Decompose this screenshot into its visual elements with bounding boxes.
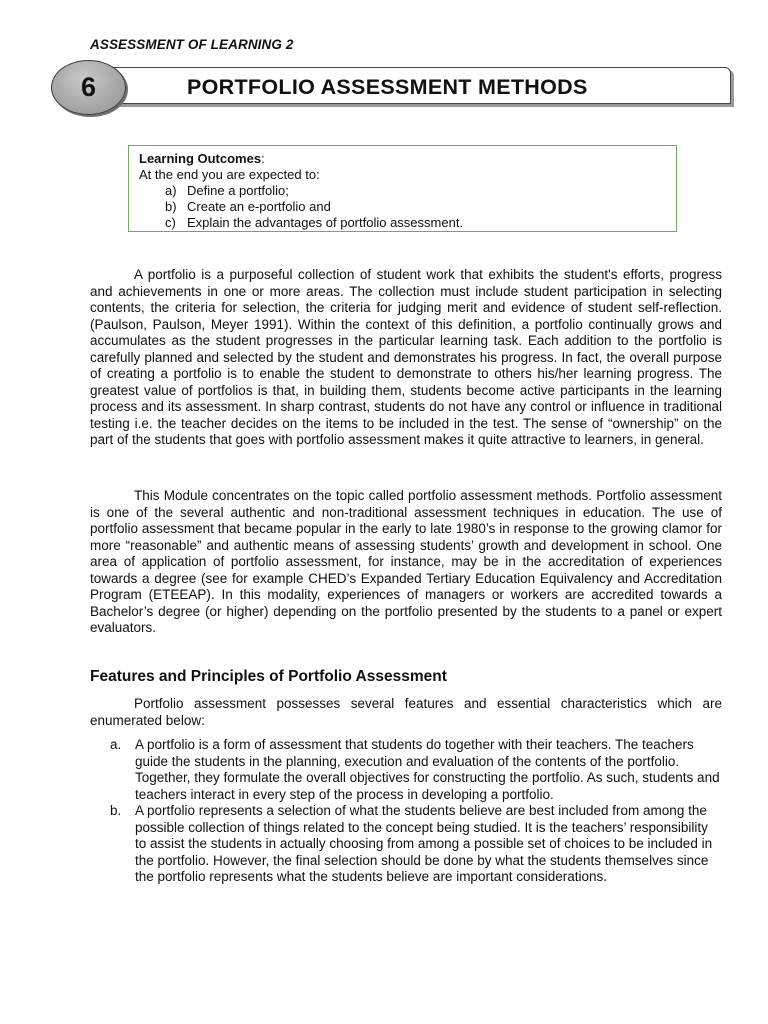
learning-outcomes-heading — [139, 151, 676, 167]
list-item — [110, 737, 722, 803]
chapter-number-badge: 6 — [51, 60, 126, 115]
learning-outcomes-colon: : — [261, 151, 265, 166]
outcome-marker: b) — [165, 199, 177, 214]
learning-outcomes-list — [139, 183, 676, 231]
list-item — [110, 803, 722, 886]
body-paragraph-module-overview — [90, 488, 722, 637]
outcome-text: Explain the advantages of portfolio assessment. — [187, 215, 464, 230]
learning-outcomes-intro: At the end you are expected to: — [139, 167, 320, 182]
body-paragraph-portfolio-definition — [90, 267, 722, 449]
learning-outcomes-title: Learning Outcomes — [139, 151, 262, 166]
running-head: ASSESSMENT OF LEARNING 2 — [90, 37, 294, 52]
paragraph-text: This Module concentrates on the topic called portfolio assessment methods. Portfolio assessment is one of the several authentic and non-traditional assessment techniques in education. The use of portfolio assessment that became popular in the early to late 1980’s in response to the growing clamor for more “reasonable” and authentic means of assessing students’ growth and development in school. One area of application of portfolio assessment, for instance, may be in the accreditation of experiences towards a degree (see for example CHED’s Expanded Tertiary Education Equivalency and Accreditation Program (ETEEAP). In this modality, experiences of managers or workers are accredited towards a Bachelor’s degree (or higher) depending on the portfolio presented by the students to a panel or expert evaluators. — [90, 488, 722, 635]
learning-outcomes-box — [128, 145, 677, 232]
outcome-item — [165, 183, 676, 199]
outcome-marker: c) — [165, 215, 176, 230]
outcome-text: Create an e-portfolio and — [187, 199, 331, 214]
paragraph-text: A portfolio is a purposeful collection of student work that exhibits the student's efforts, progress and achievements in one or more areas. The collection must include student participation in selecting contents, the criteria for selection, the criteria for judging merit and evidence of student self-reflection. (Paulson, Paulson, Meyer 1991). Within the context of this definition, a portfolio continually grows and accumulates as the student progresses in the particular learning task. Each addition to the portfolio is carefully planned and selected by the student and demonstrates his progress. In fact, the overall purpose of creating a portfolio is to enable the student to demonstrate to others his/her learning progress. The greatest value of portfolios is that, in building them, students become active participants in the learning process and its assessment. In sharp contrast, students do not have any control or influence in traditional testing i.e. the teacher decides on the items to be included in the test. The sense of “ownership” on the part of the students that goes with portfolio assessment makes it quite attractive to learners, in general. — [90, 267, 722, 447]
paragraph-text: Portfolio assessment possesses several features and essential characteristics which are enumerated below: — [90, 696, 722, 728]
features-list — [110, 737, 722, 886]
section-heading: Features and Principles of Portfolio Assessment — [90, 668, 447, 685]
list-item-text: A portfolio represents a selection of what the students believe are best included from among the possible collection of things related to the concept being studied. It is the teachers’ responsibility to assist the students in actually choosing from among a possible set of choices to be included in the portfolio. However, the final selection should be done by what the students themselves since the portfolio represents what the students believe are important considerations. — [135, 803, 713, 884]
section-intro-paragraph — [90, 696, 722, 729]
outcome-marker: a) — [165, 183, 177, 198]
outcome-item — [165, 199, 676, 215]
list-item-marker: a. — [110, 737, 122, 752]
chapter-title: PORTFOLIO ASSESSMENT METHODS — [187, 75, 588, 99]
list-item-marker: b. — [110, 803, 122, 818]
list-item-text: A portfolio is a form of assessment that students do together with their teachers. The teachers guide the students in the planning, execution and evaluation of the contents of the portfolio. Together, they formulate the overall objectives for constructing the portfolio. As such, students and teachers interact in every step of the process in developing a portfolio. — [135, 737, 720, 802]
outcome-text: Define a portfolio; — [187, 183, 289, 198]
outcome-item — [165, 215, 676, 231]
